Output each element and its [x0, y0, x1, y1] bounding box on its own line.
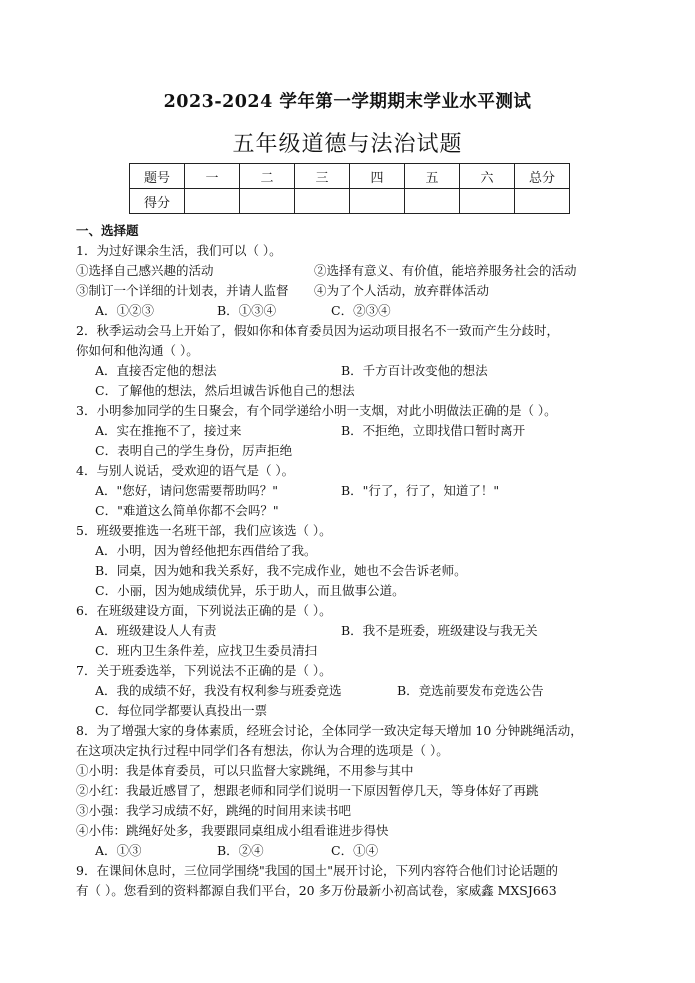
statement-row	[76, 261, 636, 281]
option-row	[76, 481, 636, 501]
question-stem: 有（ ）。您看到的资料都源自我们平台，20 多万份最新小初高试卷，家威鑫 MXSJ663	[76, 883, 557, 898]
option-row	[76, 361, 636, 381]
option-a[interactable]: A．①③	[95, 843, 142, 858]
statement-row	[76, 281, 636, 301]
option-a[interactable]: A．"您好，请问您需要帮助吗？"	[95, 483, 279, 498]
option-c[interactable]: C．小丽，因为她成绩优异，乐于助人，而且做事公道。	[95, 583, 405, 598]
score-header-cell: 总分	[515, 164, 570, 189]
score-table	[129, 163, 570, 214]
statement: ④为了个人活动，放弃群体活动	[314, 283, 490, 298]
option-c[interactable]: C．了解他的想法，然后坦诚告诉他自己的想法	[95, 383, 355, 398]
option-b[interactable]: B．同桌，因为她和我关系好，我不完成作业，她也不会告诉老师。	[95, 563, 467, 578]
option-row	[76, 421, 636, 441]
score-cell[interactable]	[405, 189, 460, 214]
option-row	[76, 301, 636, 321]
statement: ②选择有意义、有价值，能培养服务社会的活动	[314, 263, 577, 278]
score-cell[interactable]	[350, 189, 405, 214]
score-table-header-row	[130, 164, 570, 189]
statement: ③小强：我学习成绩不好，跳绳的时间用来读书吧	[76, 803, 352, 818]
option-c[interactable]: C．表明自己的学生身份，厉声拒绝	[95, 443, 293, 458]
option-row	[76, 621, 636, 641]
score-header-cell: 一	[185, 164, 240, 189]
option-c[interactable]: C．班内卫生条件差，应找卫生委员清扫	[95, 643, 318, 658]
question-stem: 4．与别人说话，受欢迎的语气是（ ）。	[76, 463, 295, 478]
score-header-cell: 五	[405, 164, 460, 189]
score-cell[interactable]	[185, 189, 240, 214]
exam-title: 2023-2024 学年第一学期期末学业水平测试	[163, 92, 532, 112]
option-b[interactable]: B．千方百计改变他的想法	[341, 363, 488, 378]
option-a[interactable]: A．实在推拖不了，接过来	[95, 423, 242, 438]
exam-body	[76, 221, 636, 901]
question-stem: 8．为了增强大家的身体素质，经班会讨论，全体同学一致决定每天增加 10 分钟跳绳活动，	[76, 723, 583, 738]
option-c[interactable]: C．每位同学都要认真投出一票	[95, 703, 268, 718]
option-b[interactable]: B．②④	[217, 843, 264, 858]
option-row	[76, 841, 636, 861]
statement: ①小明：我是体育委员，可以只监督大家跳绳，不用参与其中	[76, 763, 414, 778]
question-stem: 1．为过好课余生活，我们可以（ ）。	[76, 243, 282, 258]
option-a[interactable]: A．直接否定他的想法	[95, 363, 217, 378]
score-header-cell: 题号	[130, 164, 185, 189]
option-c[interactable]: C．"难道这么简单你都不会吗？"	[95, 503, 279, 518]
option-row	[76, 681, 636, 701]
statement: ④小伟：跳绳好处多，我要跟同桌组成小组看谁进步得快	[76, 823, 389, 838]
score-row-label: 得分	[130, 189, 185, 214]
statement: ①选择自己感兴趣的活动	[76, 263, 214, 278]
option-c[interactable]: C．②③④	[331, 303, 391, 318]
option-a[interactable]: A．小明，因为曾经他把东西借给了我。	[95, 543, 317, 558]
option-a[interactable]: A．我的成绩不好，我没有权利参与班委竞选	[95, 683, 342, 698]
option-b[interactable]: B．竞选前要发布竞选公告	[397, 683, 544, 698]
score-cell[interactable]	[515, 189, 570, 214]
question-stem: 6．在班级建设方面，下列说法正确的是（ ）。	[76, 603, 332, 618]
option-b[interactable]: B．我不是班委，班级建设与我无关	[341, 623, 538, 638]
score-cell[interactable]	[240, 189, 295, 214]
option-b[interactable]: B．①③④	[217, 303, 277, 318]
exam-subtitle: 五年级道德与法治试题	[232, 132, 463, 157]
score-cell[interactable]	[460, 189, 515, 214]
score-table-score-row	[130, 189, 570, 214]
question-stem: 在这项决定执行过程中同学们各有想法，你认为合理的选项是（ ）。	[76, 743, 449, 758]
question-stem: 3．小明参加同学的生日聚会，有个同学递给小明一支烟，对此小明做法正确的是（ ）。	[76, 403, 557, 418]
statement: ②小红：我最近感冒了，想跟老师和同学们说明一下原因暂停几天，等身体好了再跳	[76, 783, 539, 798]
option-b[interactable]: B．"行了，行了，知道了！"	[341, 483, 500, 498]
score-header-cell: 四	[350, 164, 405, 189]
statement: ③制订一个详细的计划表，并请人监督	[76, 283, 289, 298]
question-stem: 2．秋季运动会马上开始了，假如你和体育委员因为运动项目报名不一致而产生分歧时，	[76, 323, 559, 338]
score-header-cell: 二	[240, 164, 295, 189]
option-a[interactable]: A．班级建设人人有责	[95, 623, 217, 638]
question-stem: 5．班级要推选一名班干部，我们应该选（ ）。	[76, 523, 332, 538]
section-title: 一、选择题	[76, 223, 139, 238]
option-a[interactable]: A．①②③	[95, 303, 155, 318]
option-b[interactable]: B．不拒绝，立即找借口暂时离开	[341, 423, 526, 438]
score-header-cell: 六	[460, 164, 515, 189]
question-stem: 你如何和他沟通（ ）。	[76, 343, 199, 358]
question-stem: 7．关于班委选举，下列说法不正确的是（ ）。	[76, 663, 332, 678]
score-cell[interactable]	[295, 189, 350, 214]
option-c[interactable]: C．①④	[331, 843, 379, 858]
score-header-cell: 三	[295, 164, 350, 189]
question-stem: 9．在课间休息时，三位同学围绕"我国的国土"展开讨论，下列内容符合他们讨论话题的	[76, 863, 558, 878]
